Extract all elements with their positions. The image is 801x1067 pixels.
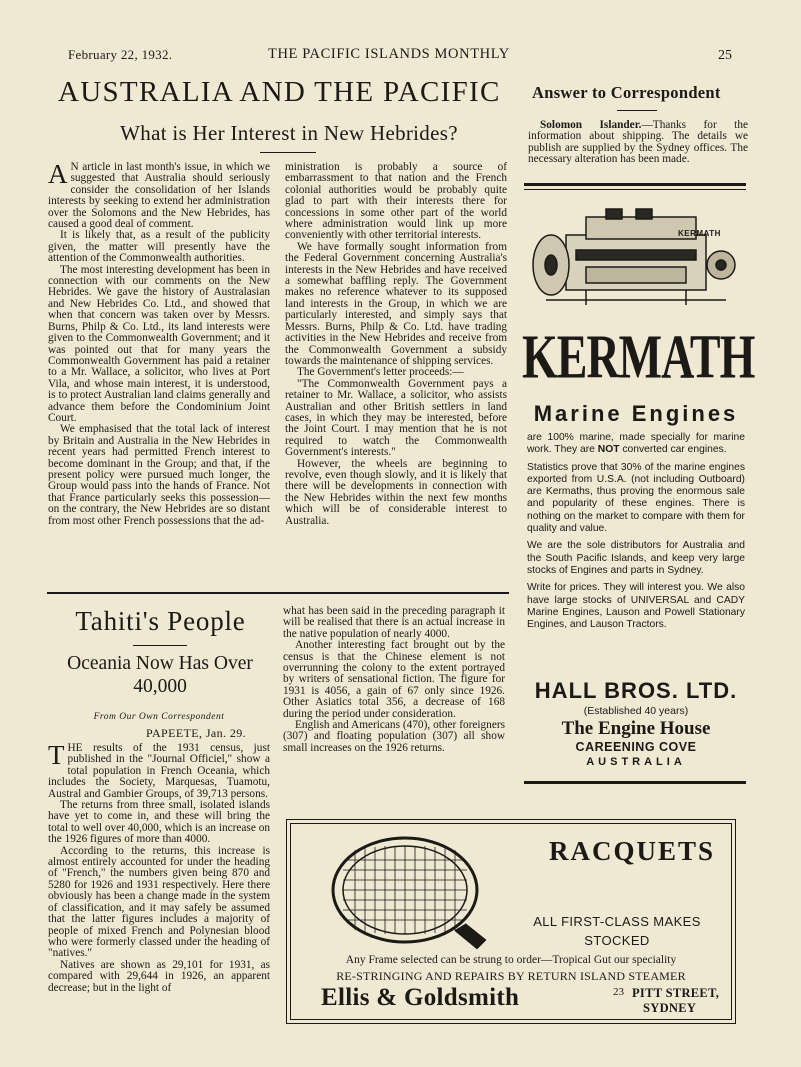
established-note: (Established 40 years) bbox=[583, 705, 689, 717]
paragraph: We emphasised that the total lack of interest by Britain and Australia in the New Hebrides in recent years had permitted French interest to become dominant in the Group; and that, if the present policy were pursued much longer, the Group would pass into the hands of France. Not that France particularly seeks this possession—on the contrary, the New Hebrides are so distant from most other French possessions that the ad- bbox=[48, 423, 270, 527]
paragraph: what has been said in the preceding paragraph it will be realised that there is an actual increase in the native population of nearly 4000. bbox=[283, 605, 505, 640]
para3: We are the sole distributors for Australia and the South Pacific Islands, and keep very large stocks of Engines and parts in Sydney. bbox=[527, 540, 745, 576]
paragraph: "The Commonwealth Government pays a retainer to Mr. Wallace, a solicitor, who assists Australian and other British settlers in land cases, in which they may be interested, before the Joint Court. I may mention that he is not required to watch the Commonwealth Government's interests." bbox=[285, 377, 507, 459]
racquets-line-4: RE-STRINGING AND REPAIRS BY RETURN ISLAND STEAMER bbox=[336, 969, 686, 983]
main-headline: AUSTRALIA AND THE PACIFIC bbox=[58, 76, 501, 108]
para2: Statistics prove that 30% of the marine engines exported from U.S.A. (not including Outboard) are Kermaths, thus proving the enormous sale and popularity of these engines. There is nothing on the market to compare with them for quality and value. bbox=[527, 461, 745, 535]
answer-heading: Answer to Correspondent bbox=[532, 83, 721, 102]
engine-house: The Engine House bbox=[561, 718, 711, 739]
racquets-headline: RACQUETS bbox=[549, 836, 716, 866]
paragraph: The returns from three small, isolated islands have yet to come in, and these will bring the total to well over 40,000, which is an increase on the 1926 figures of more than 4000. bbox=[48, 799, 270, 846]
correspondent-name: Solomon Islander. bbox=[540, 119, 642, 131]
drop-cap: T bbox=[48, 740, 65, 770]
paragraph: It is likely that, as a result of the publicity given, the matter will presently have the attention of the Commonwealth authorities. bbox=[48, 229, 270, 265]
tahiti-column-2 bbox=[283, 606, 505, 754]
racquets-ad bbox=[286, 819, 736, 1024]
racquets-line-1: ALL FIRST-CLASS MAKES bbox=[533, 914, 701, 929]
engine-illustration bbox=[526, 205, 746, 315]
paragraph: Natives are shown as 29,101 for 1931, as compared with 29,644 in 1926, an apparent decrease; but in the light of bbox=[48, 958, 270, 994]
paragraph: HE results of the 1931 census, just published in the "Journal Officiel," show a total population in French Oceania, which includes the Society, Marquesas, Tuamotu, Austral and Gambier Groups, of 39,713 persons. bbox=[48, 742, 270, 800]
drop-cap: A bbox=[48, 159, 68, 189]
hall-bros-name: HALL BROS. LTD. bbox=[534, 678, 738, 703]
street-number: 23 bbox=[613, 986, 624, 998]
racquets-line-3: Any Frame selected can be strung to order—Tropical Gut our speciality bbox=[345, 954, 677, 966]
street-name: PITT STREET, bbox=[632, 986, 720, 1000]
tahiti-column-1 bbox=[48, 740, 270, 994]
main-article-column-2 bbox=[285, 162, 507, 527]
section-rule bbox=[47, 592, 509, 594]
tahiti-subheadline: Oceania Now Has Over 40,000 bbox=[67, 653, 253, 697]
paragraph: However, the wheels are beginning to revolve, even though slowly, and it is likely that there will be developments in connection with the New Hebrides within the next few months which will be of considerable interest to Australia. bbox=[285, 457, 507, 527]
paragraph: The most interesting development has been in connection with our comments on the New Hebrides. We gave the history of Australasian and New Hebrides Co. Ltd., and showed that when that concern was taken over by Messrs. Burns, Philp & Co. Ltd., its land interests were given to the Commonwealth Government; and it was pointed out that for many years the Commonwealth Government has paid a retainer to a Mr. Wallace, a solicitor, who lives at Port Vila, and whose main interest, it is understood, is to protect Australian land claims generally and advance them before the Condominium Joint Court. bbox=[48, 263, 270, 424]
para1-not: NOT bbox=[597, 444, 620, 456]
para1-a: are 100% marine, made specially for marine work. They are bbox=[527, 432, 745, 456]
answer-rule bbox=[617, 110, 657, 111]
main-subheadline: What is Her Interest in New Hebrides? bbox=[120, 121, 458, 145]
para4: Write for prices. They will interest you. We also have large stocks of UNIVERSAL and CADY Marine Engines, Lauson and Powell Stationary Engines, and Lauson Tractors. bbox=[527, 582, 745, 631]
careening-cove: CAREENING COVE bbox=[575, 740, 697, 754]
paragraph: ministration is probably a source of embarrassment to that nation and the French colonial authorities would be probably quite glad to part with their interests there for concessions in some other part of the world where administration would link up more conveniently with other territorial interests. bbox=[285, 161, 507, 242]
racquets-line-2: STOCKED bbox=[584, 933, 650, 948]
kermath-logo: KERMATH bbox=[522, 322, 755, 392]
paragraph: N article in last month's issue, in which we suggested that Australia should seriously consider the consolidation of her Islands interests by seeking to extend her administration over the Solomons and the New Hebrides, has caused a good deal of comment. bbox=[48, 161, 270, 231]
tahiti-rule bbox=[133, 645, 187, 646]
ad-top-rule-thin bbox=[524, 189, 746, 190]
kermath-ad bbox=[520, 183, 755, 789]
ad-bottom-rule bbox=[524, 781, 746, 784]
paragraph: Another interesting fact brought out by the census is that the Chinese element is not overrunning the colony to the extent portrayed by writers of sensational fiction. The figure for 1931 is 4056, a gain of 67 only since 1926. Other Asiatics total 356, a decrease of 168 during the period under consideration. bbox=[283, 639, 505, 720]
kermath-headline: Marine Engines bbox=[533, 401, 739, 426]
engine-plate-label: KERMATH bbox=[678, 229, 721, 238]
page-date: February 22, 1932. bbox=[68, 47, 173, 62]
paragraph: We have formally sought information from the Federal Government concerning Australia's interests in the New Hebrides and have received a somewhat baffling reply. The Government makes no reference whatever to its supposed land interests in the Group, in which we are particularly interested, and simply says that Messrs. Burns, Philp & Co. Ltd. have trading activities in the New Hebrides and receive from the Commonwealth Government a subsidy towards the maintenance of shipping services. bbox=[285, 240, 507, 367]
racquet-illustration bbox=[305, 830, 505, 955]
publication-title: THE PACIFIC ISLANDS MONTHLY bbox=[268, 46, 510, 62]
main-article-column-1 bbox=[48, 159, 270, 527]
answer-text: —Thanks for the information about shipping. The details we publish are supplied by the Sydney offices. The necessary alteration has been made. bbox=[528, 119, 748, 166]
tahiti-headline: Tahiti's People bbox=[75, 606, 246, 636]
dateline: PAPEETE, Jan. 29. bbox=[146, 726, 247, 740]
subheadline-rule bbox=[260, 152, 316, 153]
ellis-goldsmith-name: Ellis & Goldsmith bbox=[321, 984, 520, 1011]
paragraph: English and Americans (470), other foreigners (307) and floating population (307) all show small increases on the 1926 returns. bbox=[283, 719, 505, 754]
page-number: 25 bbox=[718, 48, 732, 63]
byline: From Our Own Correspondent bbox=[93, 712, 225, 722]
ad-top-rule bbox=[524, 183, 746, 186]
paragraph: According to the returns, this increase is almost entirely accounted for under the heading of "French," the numbers given being 870 and 5280 for 1926 and 1931 respectively. Here there obviously has been a change made in the system of classification, and it may safely be assumed that the latter figures includes a majority of people of mixed French and Polynesian blood who were formerly classed under the heading of "natives." bbox=[48, 844, 270, 960]
para1-b: converted car engines. bbox=[619, 444, 727, 456]
paragraph: The Government's letter proceeds:— bbox=[297, 366, 464, 379]
australia-label: AUSTRALIA bbox=[586, 756, 686, 768]
city-name: SYDNEY bbox=[643, 1001, 697, 1015]
answer-body bbox=[528, 120, 748, 166]
kermath-copy bbox=[527, 432, 745, 631]
